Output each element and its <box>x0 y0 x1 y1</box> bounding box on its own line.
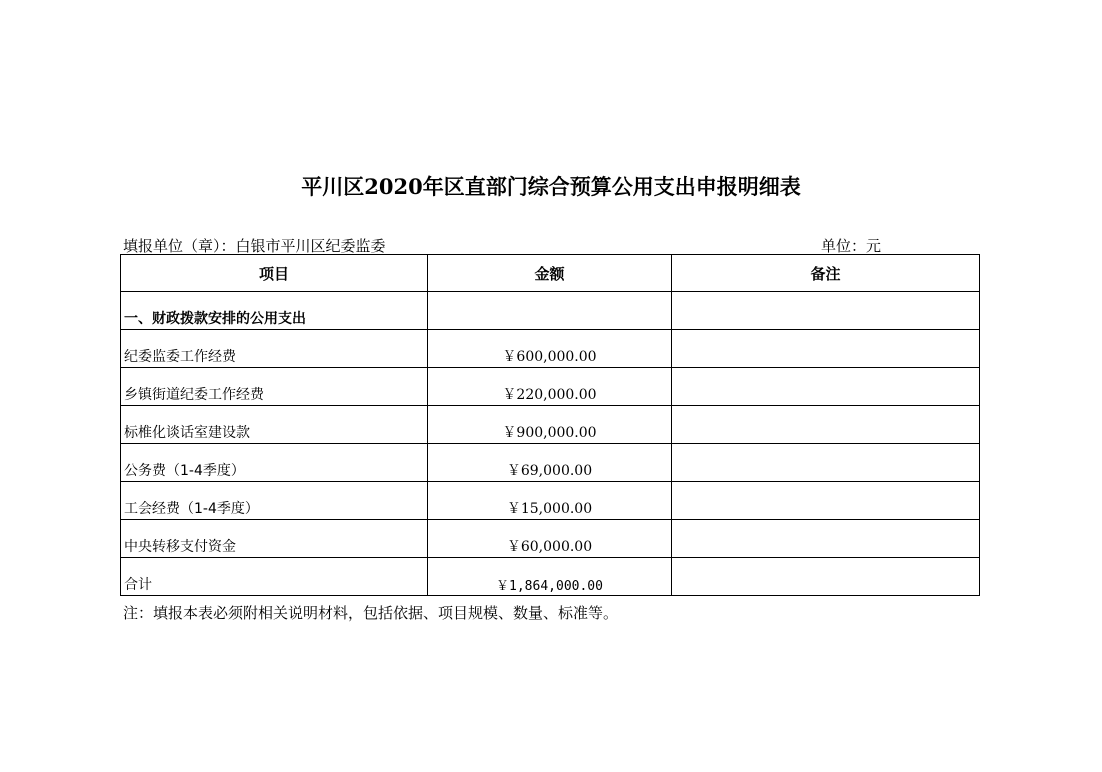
column-header-remarks: 备注 <box>672 255 980 292</box>
amount-cell: ￥600,000.00 <box>428 330 672 368</box>
total-label-cell: 合计 <box>121 558 428 596</box>
item-cell: 工会经费（1-4季度） <box>121 482 428 520</box>
item-cell: 一、财政拨款安排的公用支出 <box>121 292 428 330</box>
amount-cell: ￥69,000.00 <box>428 444 672 482</box>
table-row <box>121 520 980 558</box>
table-row <box>121 330 980 368</box>
amount-cell: ￥15,000.00 <box>428 482 672 520</box>
remarks-cell <box>672 558 980 596</box>
table-row <box>121 292 980 330</box>
table-row <box>121 368 980 406</box>
currency-unit-label: 单位：元 <box>821 237 882 255</box>
footnote: 注：填报本表必须附相关说明材料，包括依据、项目规模、数量、标准等。 <box>123 604 619 622</box>
remarks-cell <box>672 482 980 520</box>
item-cell: 标椎化谈话室建设款 <box>121 406 428 444</box>
table-row <box>121 444 980 482</box>
remarks-cell <box>672 520 980 558</box>
amount-cell: ￥900,000.00 <box>428 406 672 444</box>
table-row-total <box>121 558 980 596</box>
filling-unit-label: 填报单位（章）：白银市平川区纪委监委 <box>123 237 386 255</box>
amount-cell <box>428 292 672 330</box>
page-title: 平川区2020年区直部门综合预算公用支出申报明细表 <box>301 174 801 199</box>
table-row <box>121 406 980 444</box>
amount-cell: ￥60,000.00 <box>428 520 672 558</box>
total-amount-cell: ￥1,864,000.00 <box>428 558 672 596</box>
remarks-cell <box>672 330 980 368</box>
table-row <box>121 482 980 520</box>
budget-table <box>120 254 980 596</box>
column-header-item: 项目 <box>121 255 428 292</box>
item-cell: 公务费（1-4季度） <box>121 444 428 482</box>
table-header-row <box>121 255 980 292</box>
remarks-cell <box>672 406 980 444</box>
item-cell: 中央转移支付资金 <box>121 520 428 558</box>
column-header-amount: 金额 <box>428 255 672 292</box>
remarks-cell <box>672 444 980 482</box>
item-cell: 乡镇街道纪委工作经费 <box>121 368 428 406</box>
item-cell: 纪委监委工作经费 <box>121 330 428 368</box>
remarks-cell <box>672 292 980 330</box>
amount-cell: ￥220,000.00 <box>428 368 672 406</box>
remarks-cell <box>672 368 980 406</box>
